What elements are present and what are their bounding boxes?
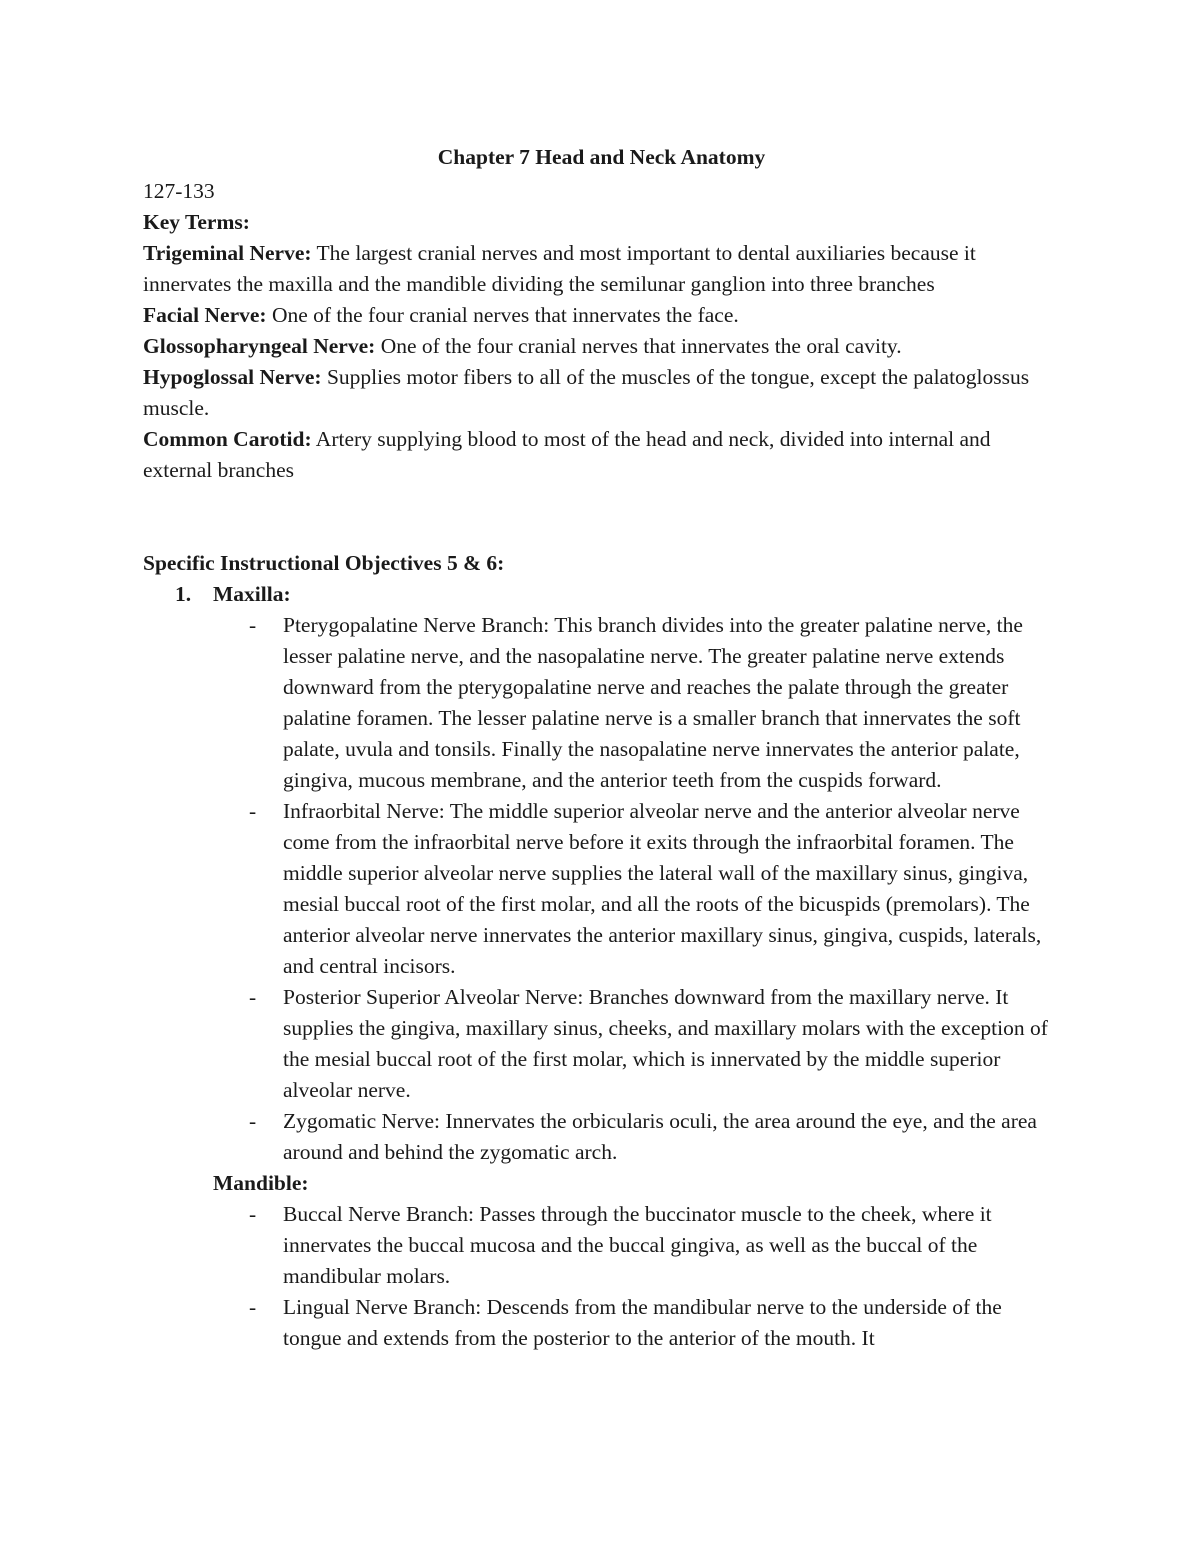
list-item — [143, 610, 1060, 796]
mandible-heading: Mandible: — [213, 1171, 309, 1195]
list-item-text: Lingual Nerve Branch: Descends from the mandibular nerve to the underside of the tongue and extends from the posterior to the anterior of the mouth. It — [283, 1295, 1002, 1350]
bullet-dash: - — [249, 1295, 257, 1319]
list-item-text: Buccal Nerve Branch: Passes through the buccinator muscle to the cheek, where it innervates the buccal mucosa and the buccal gingiva, as well as the buccal of the mandibular molars. — [283, 1202, 992, 1288]
key-term-definition: One of the four cranial nerves that innervates the face. — [266, 303, 739, 327]
list-item — [143, 1106, 1060, 1168]
list-item — [143, 982, 1060, 1106]
key-terms-list — [143, 238, 1060, 486]
bullet-dash: - — [249, 1109, 257, 1133]
key-term-name: Common Carotid: — [143, 427, 312, 451]
bullet-dash: - — [249, 613, 257, 637]
list-item-text: Infraorbital Nerve: The middle superior alveolar nerve and the anterior alveolar nerve come from the infraorbital nerve before it exits through the infraorbital foramen. The middle superior alveolar nerve supplies the lateral wall of the maxillary sinus, gingiva, mesial buccal root of the first molar, and all the roots of the bicuspids (premolars). The anterior alveolar nerve innervates the anterior maxillary sinus, gingiva, cuspids, laterals, and central incisors. — [283, 799, 1042, 978]
document-title: Chapter 7 Head and Neck Anatomy — [437, 145, 766, 169]
section-spacer — [143, 486, 1060, 548]
bullet-dash: - — [249, 985, 257, 1009]
key-term-name: Facial Nerve: — [143, 303, 267, 327]
key-term-definition: Artery supplying blood to most of the head and neck, divided into internal and external branches — [143, 427, 991, 482]
objectives-list — [143, 579, 1060, 1354]
list-item-text: Pterygopalatine Nerve Branch: This branch divides into the greater palatine nerve, the lesser palatine nerve, and the nasopalatine nerve. The greater palatine nerve extends downward from the pterygopalatine nerve and reaches the palate through the greater palatine foramen. The lesser palatine nerve is a smaller branch that innervates the soft palate, uvula and tonsils. Finally the nasopalatine nerve innervates the anterior palate, gingiva, mucous membrane, and the anterior teeth from the cuspids forward. — [283, 613, 1023, 792]
key-term-entry — [143, 424, 1060, 486]
list-item — [143, 796, 1060, 982]
mandible-list — [143, 1199, 1060, 1354]
key-term-entry — [143, 362, 1060, 424]
list-item-text: Posterior Superior Alveolar Nerve: Branches downward from the maxillary nerve. It supplies the gingiva, maxillary sinus, cheeks, and maxillary molars with the exception of the mesial buccal root of the first molar, which is innervated by the middle superior alveolar nerve. — [283, 985, 1048, 1102]
key-term-definition: Supplies motor fibers to all of the muscles of the tongue, except the palatoglossus muscle. — [143, 365, 1030, 420]
key-term-name: Glossopharyngeal Nerve: — [143, 334, 376, 358]
maxilla-list — [143, 610, 1060, 1168]
list-item — [143, 1292, 1060, 1354]
list-item-text: Zygomatic Nerve: Innervates the orbicularis oculi, the area around the eye, and the area around and behind the zygomatic arch. — [283, 1109, 1037, 1164]
maxilla-label: Maxilla: — [213, 582, 291, 606]
key-term-definition: One of the four cranial nerves that innervates the oral cavity. — [375, 334, 902, 358]
key-term-entry — [143, 331, 1060, 362]
maxilla-number: 1. — [175, 582, 192, 606]
list-item — [143, 1199, 1060, 1292]
key-term-entry — [143, 238, 1060, 300]
bullet-dash: - — [249, 799, 257, 823]
key-term-entry — [143, 300, 1060, 331]
bullet-dash: - — [249, 1202, 257, 1226]
key-term-name: Trigeminal Nerve: — [143, 241, 312, 265]
key-term-name: Hypoglossal Nerve: — [143, 365, 322, 389]
maxilla-heading — [143, 579, 1060, 610]
page-range: 127-133 — [143, 179, 215, 203]
key-term-definition: The largest cranial nerves and most important to dental auxiliaries because it innervates the maxilla and the mandible dividing the semilunar ganglion into three branches — [143, 241, 976, 296]
objectives-heading: Specific Instructional Objectives 5 & 6: — [143, 551, 505, 575]
key-terms-heading: Key Terms: — [143, 210, 250, 234]
